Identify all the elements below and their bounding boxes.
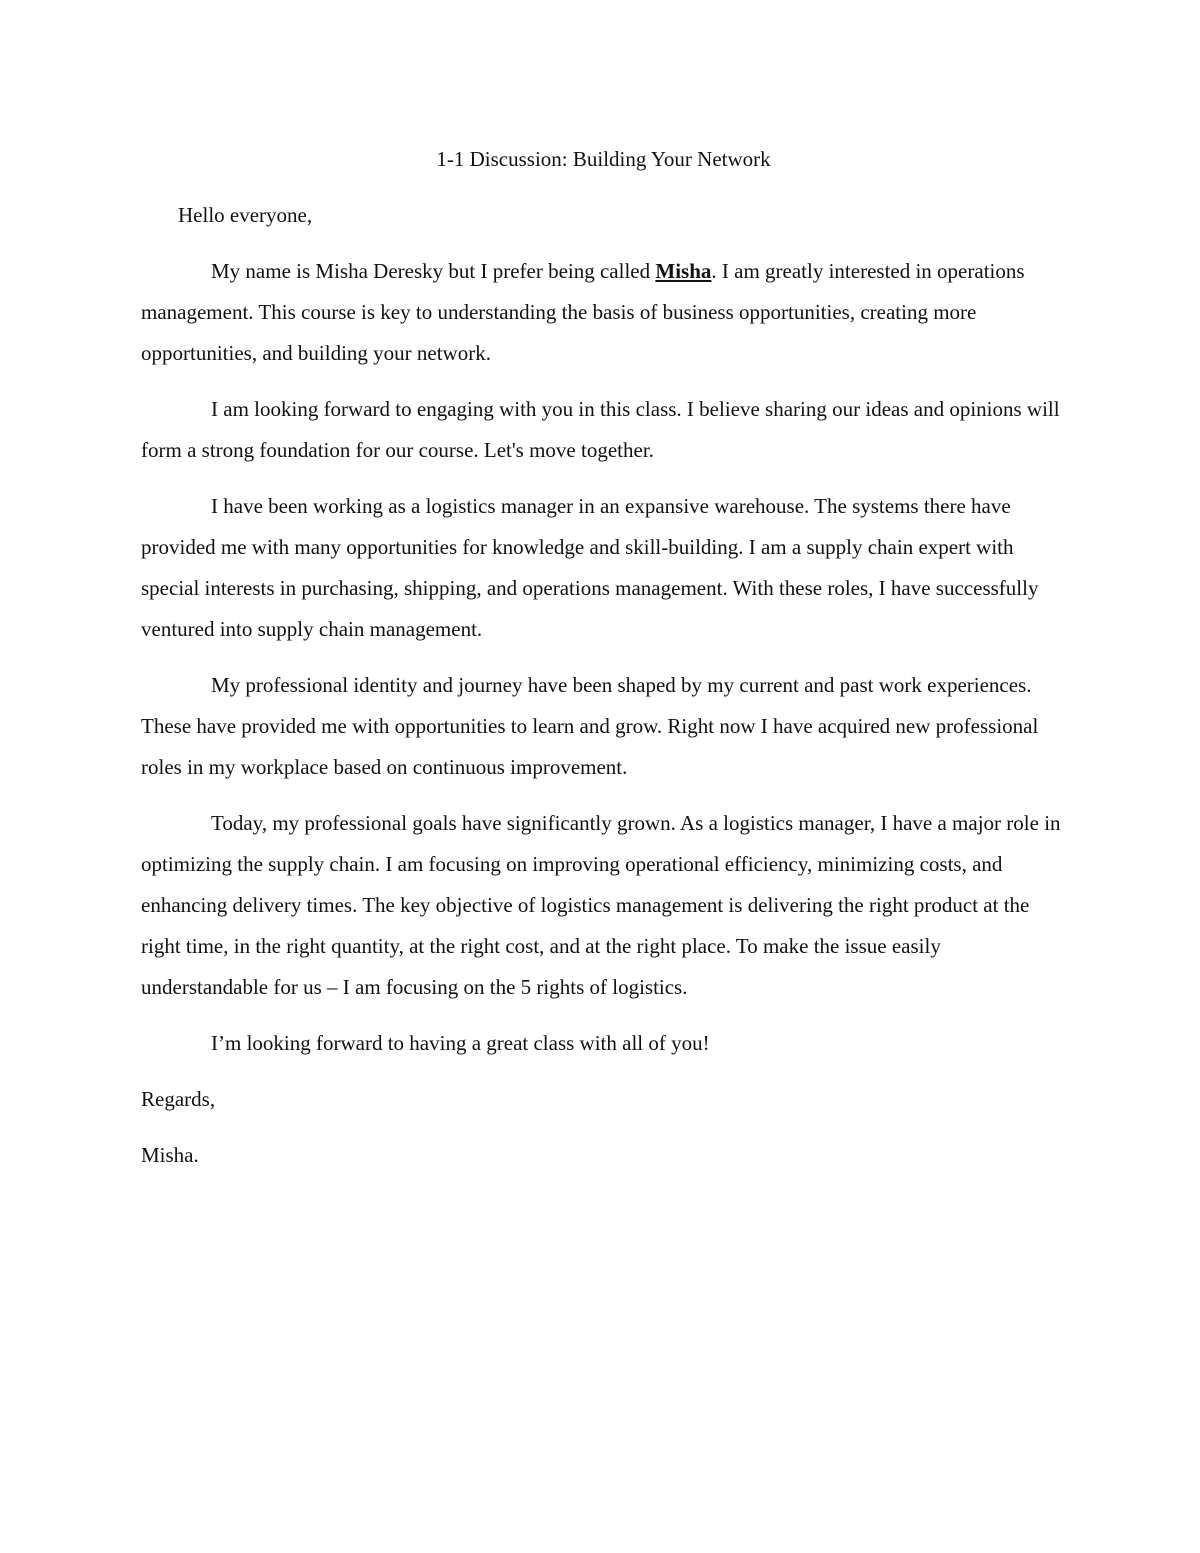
intro-text-after: . I am greatly interested in operations management. This course is key to understanding the basis of business opportunities, creating more opportunities, and building your network. bbox=[141, 259, 1025, 365]
closing: Regards, bbox=[141, 1087, 216, 1111]
intro-paragraph bbox=[141, 251, 1066, 374]
signature: Misha. bbox=[141, 1143, 199, 1167]
paragraph-professional-identity: My professional identity and journey have been shaped by my current and past work experiences. These have provided me with opportunities to learn and grow. Right now I have acquired new professional roles in my workplace based on continuous improvement. bbox=[141, 673, 1039, 779]
paragraph-engagement: I am looking forward to engaging with you in this class. I believe sharing our ideas and opinions will form a strong foundation for our course. Let's move together. bbox=[141, 397, 1060, 462]
greeting: Hello everyone, bbox=[178, 203, 313, 227]
document-title: 1-1 Discussion: Building Your Network bbox=[436, 147, 771, 171]
paragraph-looking-forward: I’m looking forward to having a great class with all of you! bbox=[211, 1031, 710, 1055]
document-body bbox=[141, 139, 1066, 1176]
paragraph-professional-goals: Today, my professional goals have significantly grown. As a logistics manager, I have a major role in optimizing the supply chain. I am focusing on improving operational efficiency, minimizing costs, and enhancing delivery times. The key objective of logistics management is delivering the right product at the right time, in the right quantity, at the right cost, and at the right place. To make the issue easily understandable for us – I am focusing on the 5 rights of logistics. bbox=[141, 811, 1061, 999]
preferred-name: Misha bbox=[655, 259, 712, 283]
paragraph-work-experience: I have been working as a logistics manager in an expansive warehouse. The systems there have provided me with many opportunities for knowledge and skill-building. I am a supply chain expert with special interests in purchasing, shipping, and operations management. With these roles, I have successfully ventured into supply chain management. bbox=[141, 494, 1039, 641]
intro-text-before: My name is Misha Deresky but I prefer being called bbox=[211, 259, 656, 283]
